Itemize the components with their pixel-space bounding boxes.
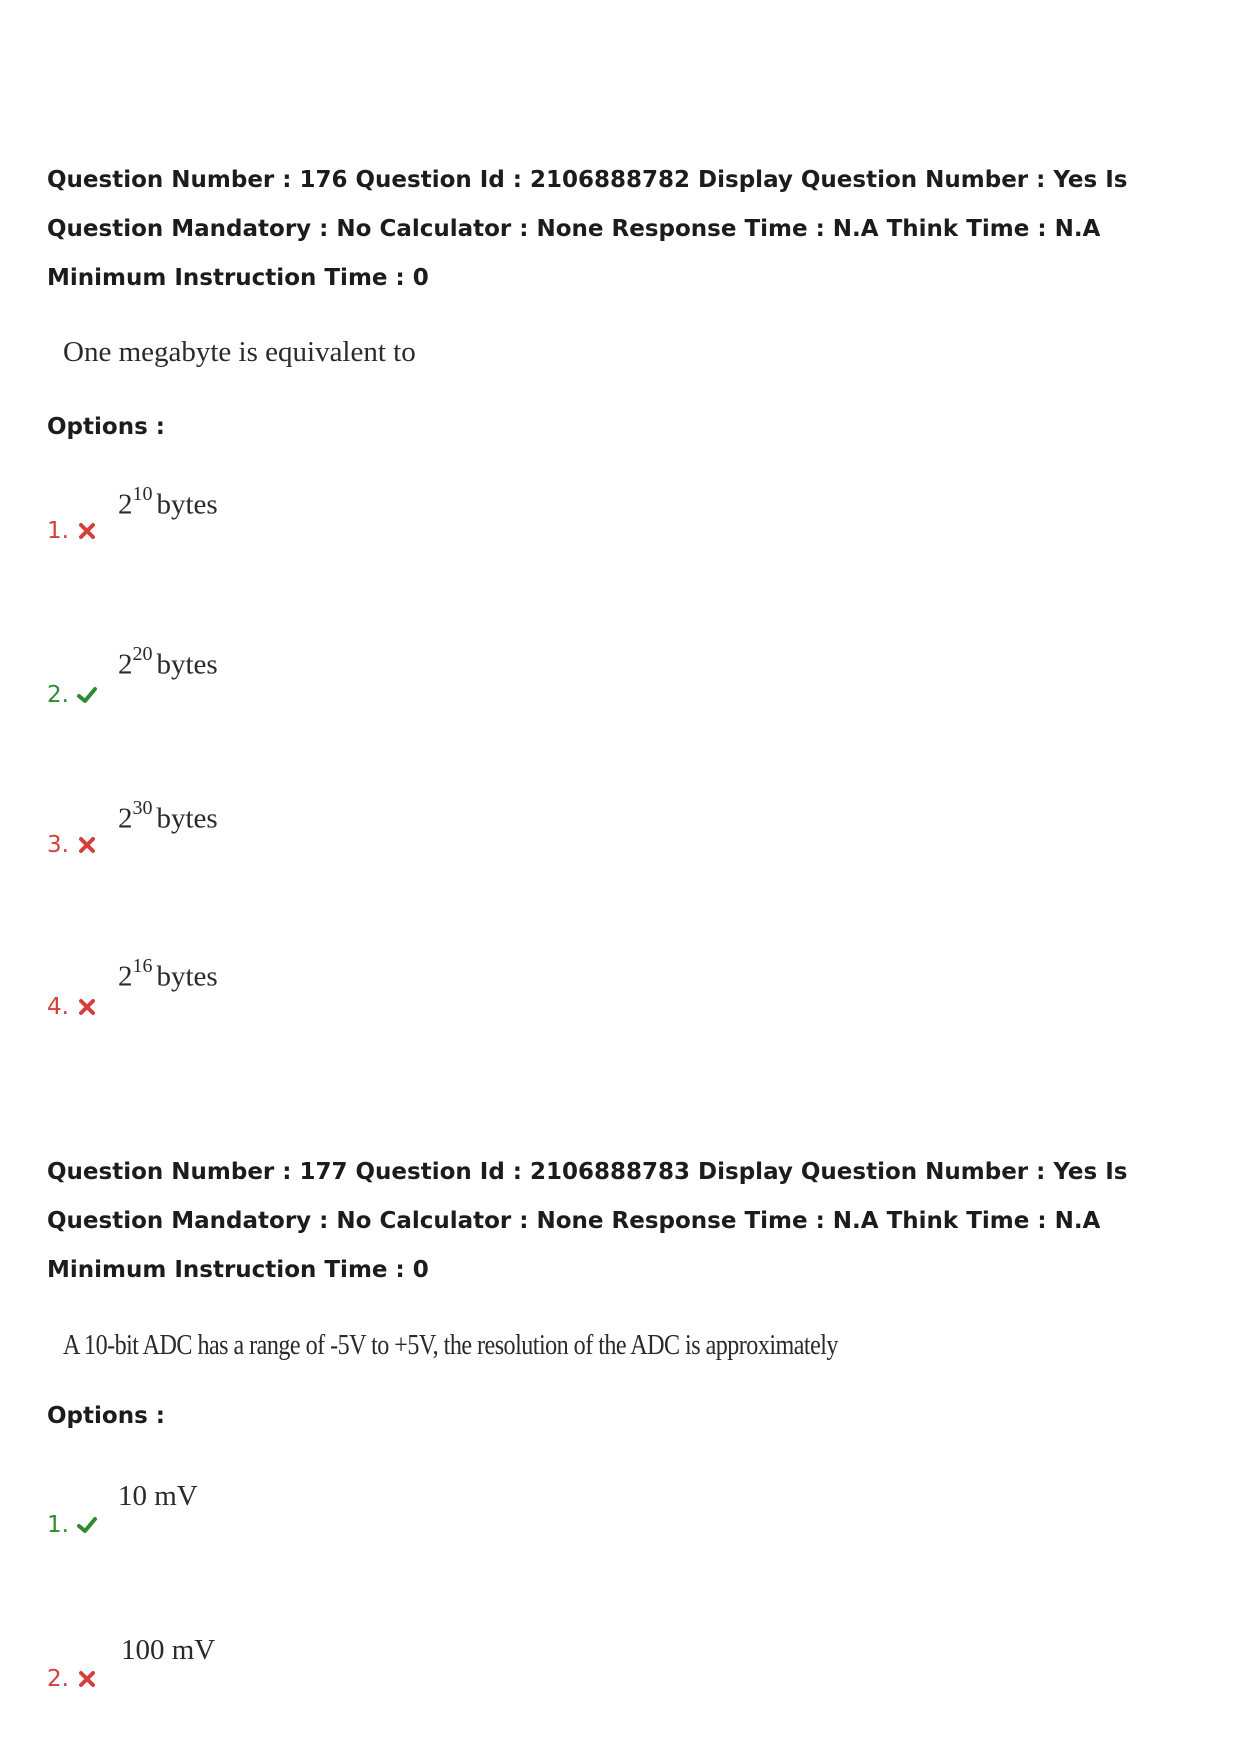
option-text: $2^{20}$ bytes <box>118 643 218 681</box>
option-text: 100 mV <box>121 1634 216 1666</box>
option-text: 10 mV <box>118 1480 198 1512</box>
option-number: 2. <box>47 1666 97 1692</box>
option-text: $2^{10}$ bytes <box>118 483 218 521</box>
question-header: Question Number : 177 Question Id : 2106888783 Display Question Number : Yes Is Question Mandatory : No Calculator : None Response Time : N.A Think Time : N.A Minimum Instruction Time : 0 <box>47 1159 1128 1283</box>
check-icon <box>77 685 97 705</box>
cross-icon <box>77 997 97 1017</box>
option-text: $2^{16}$ bytes <box>118 955 218 993</box>
cross-icon <box>77 835 97 855</box>
options-label: Options : <box>47 414 165 440</box>
check-icon <box>77 1515 97 1535</box>
option-text: $2^{30}$ bytes <box>118 797 218 835</box>
cross-icon <box>77 1669 97 1689</box>
question-text: A 10-bit ADC has a range of -5V to +5V, the resolution of the ADC is approximately <box>63 1330 838 1361</box>
question-text: One megabyte is equivalent to <box>63 336 416 368</box>
option-number: 1. <box>47 1512 97 1538</box>
question-header: Question Number : 176 Question Id : 2106888782 Display Question Number : Yes Is Question Mandatory : No Calculator : None Response Time : N.A Think Time : N.A Minimum Instruction Time : 0 <box>47 167 1128 291</box>
option-number: 1. <box>47 518 97 544</box>
cross-icon <box>77 521 97 541</box>
option-number: 4. <box>47 994 97 1020</box>
options-label: Options : <box>47 1403 165 1429</box>
option-number: 2. <box>47 682 97 708</box>
option-number: 3. <box>47 832 97 858</box>
